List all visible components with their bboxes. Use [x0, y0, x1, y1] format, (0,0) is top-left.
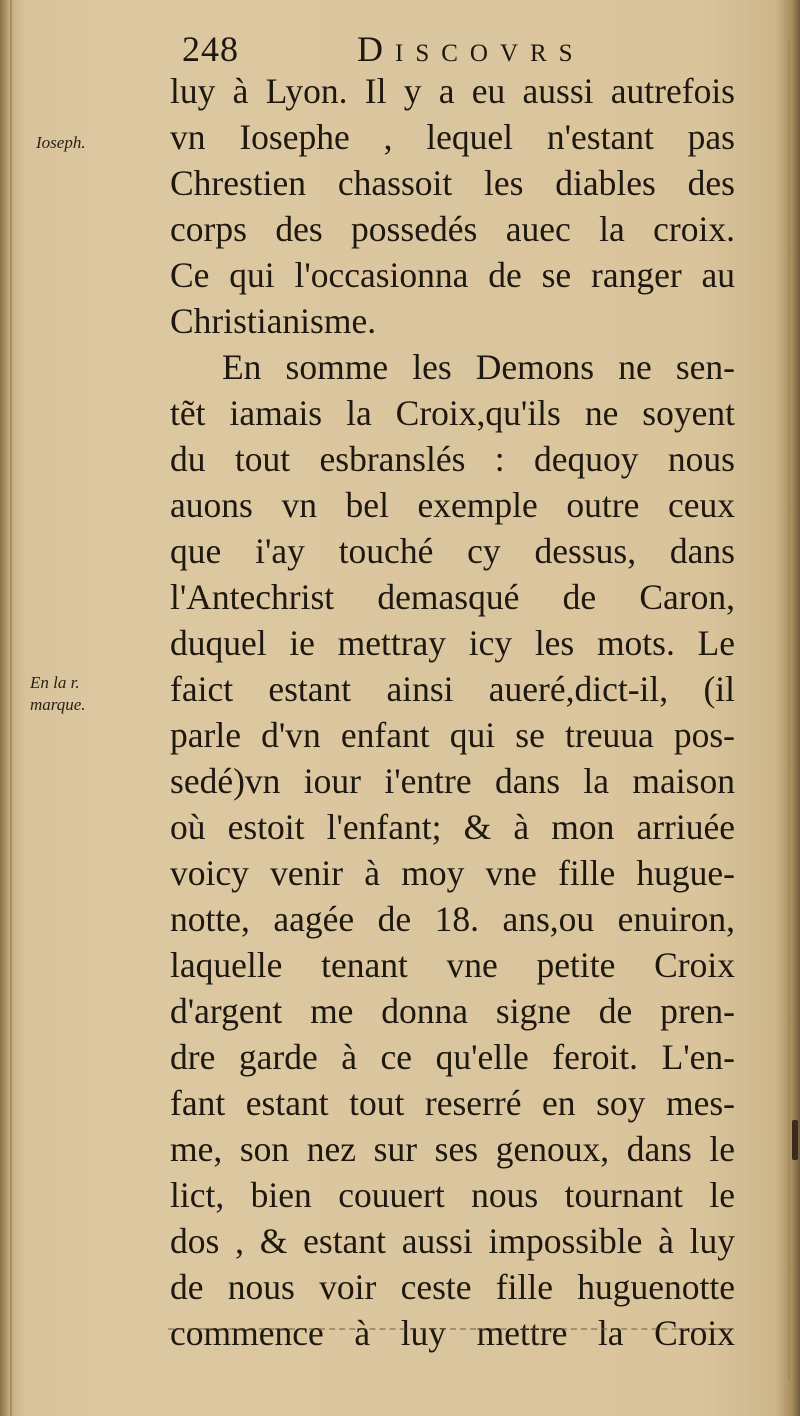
text-line: Ce qui l'occasionna de se ranger au: [170, 255, 735, 295]
text-line: que i'ay touché cy dessus, dans: [170, 531, 735, 571]
text-line: dre garde à ce qu'elle feroit. L'en-: [170, 1037, 735, 1077]
text-line: laquelle tenant vne petite Croix: [170, 945, 735, 985]
text-line: sedé)vn iour i'entre dans la maison: [170, 761, 735, 801]
text-line: vn Iosephe , lequel n'estant pas: [170, 117, 735, 157]
page-header: [182, 28, 642, 72]
text-line: faict estant ainsi aueré,dict-il, (il: [170, 669, 735, 709]
text-line: du tout esbranslés : dequoy nous: [170, 439, 735, 479]
text-line: Chrestien chassoit les diables des: [170, 163, 735, 203]
page-edge-mark: [792, 1120, 798, 1160]
text-line: En somme les Demons ne sen-: [222, 347, 735, 387]
text-line: tẽt iamais la Croix,qu'ils ne soyent: [170, 393, 735, 433]
page-number: 248: [182, 29, 239, 69]
text-line: lict, bien couuert nous tournant le: [170, 1175, 735, 1215]
bottom-rule: [168, 1328, 728, 1330]
text-line: voicy venir à moy vne fille hugue-: [170, 853, 735, 893]
text-line: auons vn bel exemple outre ceux: [170, 485, 735, 525]
text-line: Christianisme.: [170, 301, 377, 341]
text-line: luy à Lyon. Il y a eu aussi autrefois: [170, 71, 735, 111]
text-line: fant estant tout reserré en soy mes-: [170, 1083, 735, 1123]
text-line: corps des possedés auec la croix.: [170, 209, 735, 249]
text-line: duquel ie mettray icy les mots. Le: [170, 623, 735, 663]
text-line: dos , & estant aussi impossible à luy: [170, 1221, 735, 1261]
running-title: Discovrs: [357, 29, 585, 69]
text-line: commence à luy mettre la Croix: [170, 1313, 735, 1353]
margin-note-line: En la r.: [30, 673, 80, 692]
text-line: d'argent me donna signe de pren-: [170, 991, 735, 1031]
text-line: me, son nez sur ses genoux, dans le: [170, 1129, 735, 1169]
text-line: de nous voir ceste fille huguenotte: [170, 1267, 735, 1307]
margin-note-line: marque.: [30, 695, 86, 714]
page-edge: [788, 40, 790, 1380]
margin-note-remarque: [30, 672, 86, 716]
text-line: parle d'vn enfant qui se treuua pos-: [170, 715, 735, 755]
margin-note-ioseph: Ioseph.: [36, 133, 86, 152]
text-line: notte, aagée de 18. ans,ou enuiron,: [170, 899, 735, 939]
text-line: l'Antechrist demasqué de Caron,: [170, 577, 735, 617]
text-line: où estoit l'enfant; & à mon arriuée: [170, 807, 735, 847]
page-gutter: [10, 0, 12, 1416]
body-text: [170, 68, 735, 1356]
